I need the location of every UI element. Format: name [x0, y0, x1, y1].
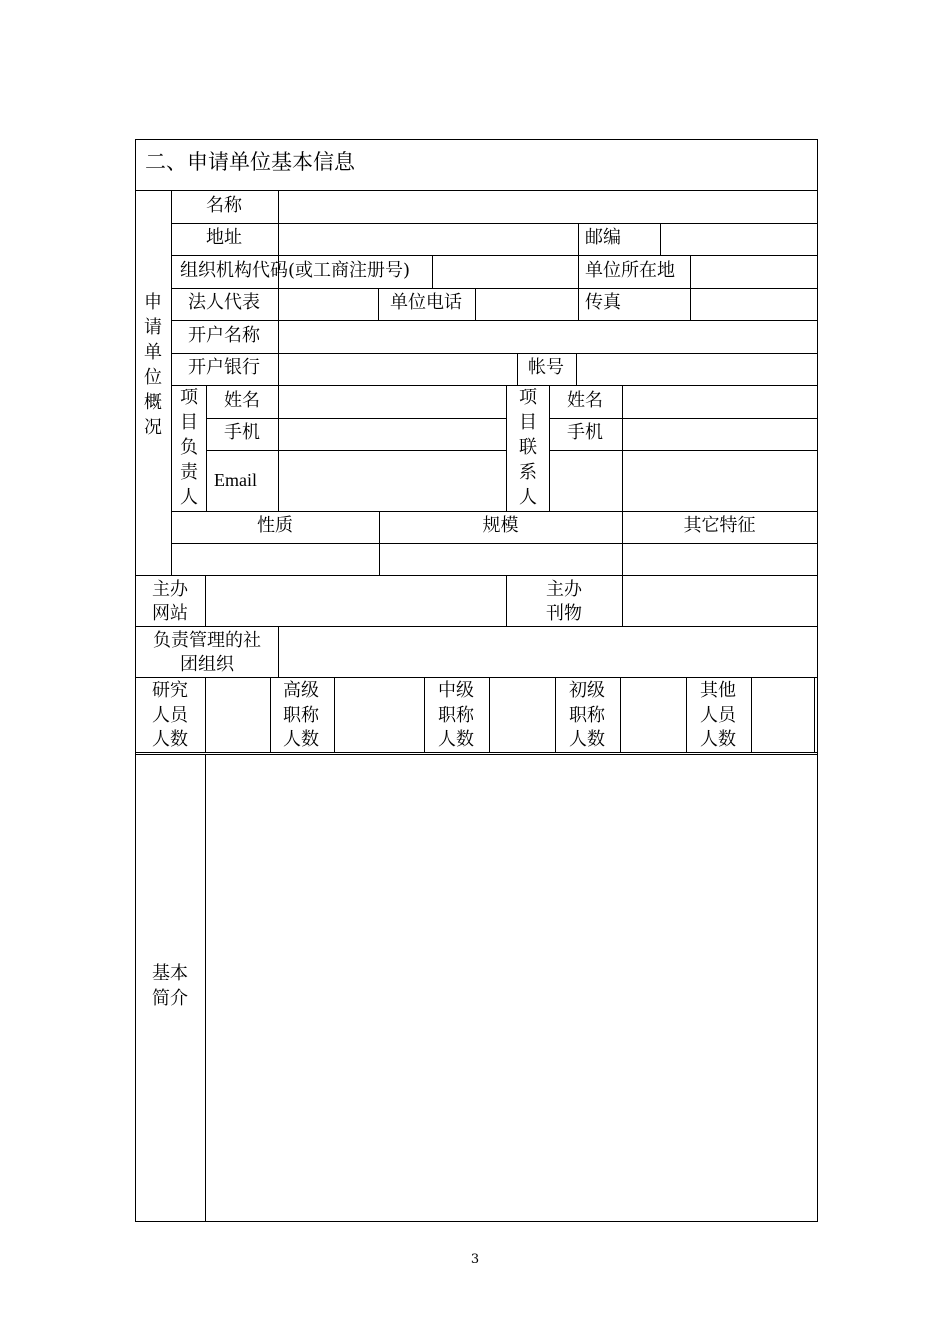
table-rule: [549, 418, 818, 419]
label-legal-rep: 法人代表: [188, 292, 260, 313]
field-bank[interactable]: [280, 355, 516, 384]
table-rule: [136, 190, 818, 191]
label-leader-name: 姓名: [224, 390, 260, 411]
field-location[interactable]: [692, 257, 816, 287]
label-unit-phone: 单位电话: [390, 292, 462, 313]
label-project-leader: 项目负责人: [180, 387, 198, 508]
label-researchers: 研究人员人数: [152, 680, 188, 750]
table-rule: [205, 677, 206, 753]
label-address: 地址: [206, 227, 242, 248]
field-researchers[interactable]: [207, 679, 269, 751]
table-rule: [136, 677, 818, 678]
label-senior: 高级职称人数: [283, 680, 319, 750]
field-legal-rep[interactable]: [280, 290, 377, 319]
label-scale: 规模: [482, 515, 519, 536]
label-bank: 开户银行: [188, 357, 260, 378]
table-rule: [814, 677, 815, 753]
table-rule: [517, 353, 518, 385]
table-rule: [432, 255, 433, 288]
field-others[interactable]: [753, 679, 813, 751]
field-publication[interactable]: [624, 577, 816, 625]
label-leader-email: Email: [214, 470, 257, 490]
label-junior: 初级职称人数: [569, 680, 605, 750]
table-rule: [171, 511, 818, 512]
field-managed-org[interactable]: [280, 628, 816, 676]
field-org-code[interactable]: [434, 257, 577, 287]
table-rule: [424, 677, 425, 753]
label-fax: 传真: [585, 292, 621, 313]
field-nature[interactable]: [173, 545, 378, 574]
table-rule: [555, 677, 556, 753]
label-account-name: 开户名称: [188, 325, 260, 346]
table-rule: [270, 677, 271, 753]
field-account-name[interactable]: [280, 322, 816, 352]
table-rule: [278, 385, 279, 511]
field-other-features[interactable]: [624, 545, 816, 574]
label-contact-name: 姓名: [567, 390, 603, 411]
table-rule: [278, 320, 279, 385]
table-rule: [690, 255, 691, 320]
table-rule: [506, 575, 507, 626]
label-publication: 主办刊物: [546, 579, 582, 624]
section-title: 二、申请单位基本信息: [145, 150, 355, 174]
page-number: 3: [470, 1252, 480, 1267]
table-rule: [751, 677, 752, 753]
label-location: 单位所在地: [585, 260, 675, 281]
table-rule: [171, 385, 818, 386]
table-rule: [576, 353, 577, 385]
label-intro: 基本简介: [152, 963, 188, 1009]
field-name[interactable]: [280, 192, 816, 222]
field-contact-email[interactable]: [624, 452, 816, 510]
table-border-right: [817, 139, 818, 1222]
table-rule: [136, 754, 818, 755]
table-border-left: [135, 139, 136, 1222]
table-rule: [622, 575, 623, 626]
table-rule: [205, 575, 206, 626]
label-contact-mobile: 手机: [567, 422, 603, 443]
table-rule: [475, 288, 476, 320]
label-middle: 中级职称人数: [438, 680, 474, 750]
label-name: 名称: [206, 195, 242, 216]
table-rule: [171, 223, 818, 224]
field-junior[interactable]: [622, 679, 685, 751]
table-rule: [205, 754, 206, 1222]
table-rule: [278, 190, 279, 320]
field-unit-phone[interactable]: [477, 290, 577, 319]
field-leader-email[interactable]: [280, 452, 505, 510]
label-org-code: 组织机构代码(或工商注册号): [180, 260, 411, 281]
field-contact-mobile[interactable]: [624, 420, 816, 449]
table-rule: [489, 677, 490, 753]
field-scale[interactable]: [381, 545, 621, 574]
label-account-no: 帐号: [528, 357, 564, 378]
label-leader-mobile: 手机: [224, 422, 260, 443]
table-rule: [334, 677, 335, 753]
table-rule: [171, 288, 818, 289]
table-rule: [378, 288, 379, 320]
table-rule: [578, 223, 579, 320]
field-leader-name[interactable]: [280, 387, 505, 417]
table-border-bottom: [136, 1221, 818, 1222]
label-website: 主办网站: [152, 579, 188, 624]
table-rule: [136, 626, 818, 627]
label-other-features: 其它特征: [683, 515, 756, 536]
table-rule: [620, 677, 621, 753]
field-leader-mobile[interactable]: [280, 420, 505, 449]
table-rule: [171, 320, 818, 321]
label-nature: 性质: [257, 515, 293, 536]
group-label-applicant-overview: 申请单位概况: [144, 292, 162, 438]
table-rule: [206, 450, 506, 451]
field-account-no[interactable]: [578, 355, 816, 384]
table-rule: [171, 353, 818, 354]
field-middle[interactable]: [491, 679, 554, 751]
field-contact-name[interactable]: [624, 387, 816, 417]
field-postcode[interactable]: [662, 225, 816, 254]
table-rule: [506, 385, 507, 511]
label-project-contact: 项目联系人: [519, 387, 537, 508]
table-rule: [622, 385, 623, 511]
table-rule: [686, 677, 687, 753]
table-rule: [278, 626, 279, 677]
field-fax[interactable]: [692, 290, 816, 319]
table-border-top: [136, 139, 818, 140]
label-others: 其他人员人数: [700, 680, 736, 750]
field-intro[interactable]: [207, 756, 816, 1220]
table-rule: [171, 255, 818, 256]
table-rule: [171, 543, 818, 544]
table-rule: [206, 418, 506, 419]
table-rule: [549, 450, 818, 451]
table-rule: [206, 385, 207, 511]
label-managed-org: 负责管理的社团组织: [153, 630, 261, 675]
field-address[interactable]: [280, 225, 577, 254]
table-rule: [136, 575, 818, 576]
table-rule: [549, 385, 550, 511]
field-website[interactable]: [207, 577, 505, 625]
label-postcode: 邮编: [585, 227, 621, 248]
field-senior[interactable]: [336, 679, 423, 751]
table-rule: [660, 223, 661, 256]
